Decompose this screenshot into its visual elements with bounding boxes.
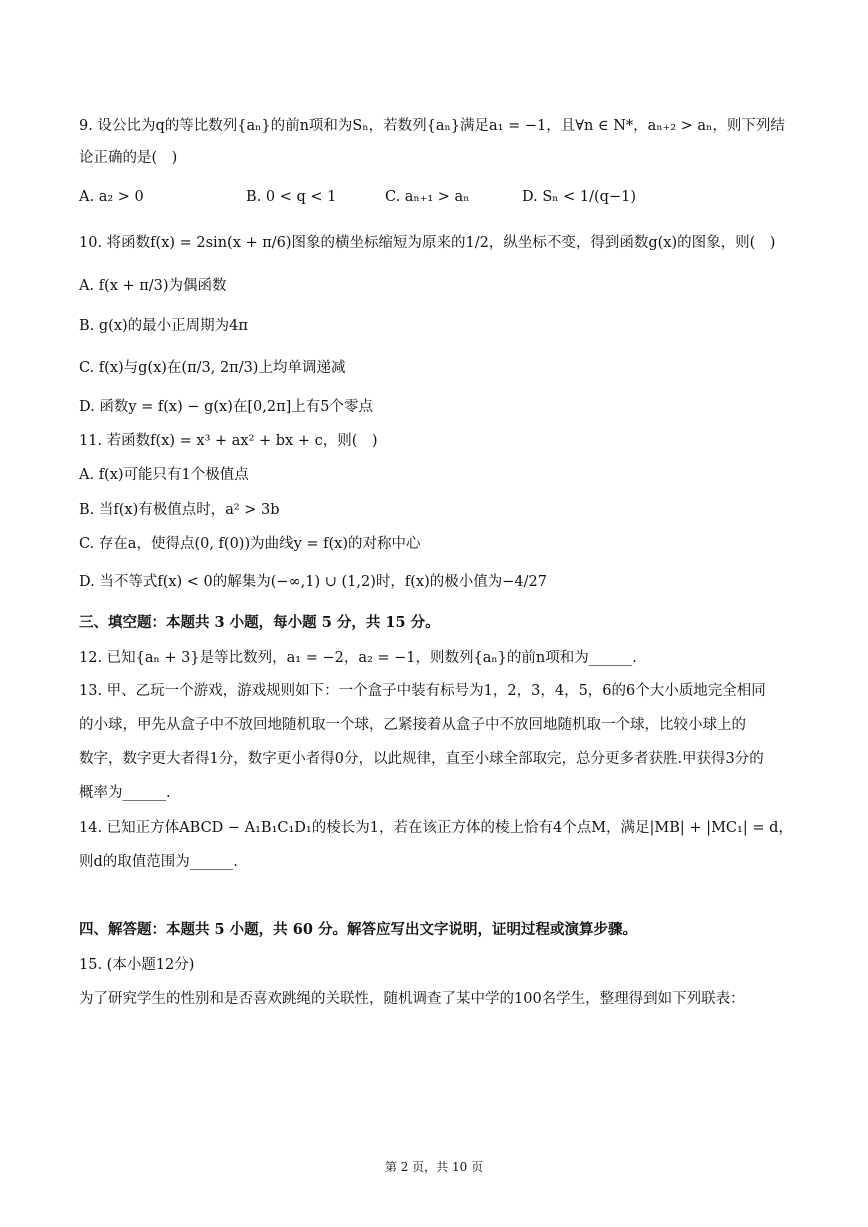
q11-option-a: A. f(x)可能只有1个极值点: [79, 467, 249, 483]
q12-stem: 12. 已知{aₙ + 3}是等比数列，a₁ = −2，a₂ = −1，则数列{aₙ}的前n项和为______.: [79, 650, 637, 666]
q13-line2: 的小球，甲先从盒子中不放回地随机取一个球，乙紧接着从盒子中不放回地随机取一个球，比较小球上的: [79, 717, 746, 733]
q13-line1: 13. 甲、乙玩一个游戏，游戏规则如下：一个盒子中装有标号为1，2，3，4，5，6的6个大小质地完全相同: [79, 683, 766, 699]
q11-stem: 11. 若函数f(x) = x³ + ax² + bx + c，则( ): [79, 433, 378, 449]
section-heading-fill-in: 三、填空题：本题共 3 小题，每小题 5 分，共 15 分。: [79, 614, 440, 631]
q10-option-c: C. f(x)与g(x)在(π/3, 2π/3)上均单调递减: [79, 360, 346, 376]
q15-body: 为了研究学生的性别和是否喜欢跳绳的关联性，随机调查了某中学的100名学生，整理得到如下列联表：: [79, 991, 745, 1007]
q14-line2: 则d的取值范围为______.: [79, 854, 238, 870]
q13-line4: 概率为______.: [79, 785, 171, 801]
q9-line2: 论正确的是( ): [79, 150, 178, 166]
q9-option-c: C. aₙ₊₁ > aₙ: [385, 189, 470, 205]
q11-option-c: C. 存在a，使得点(0, f(0))为曲线y = f(x)的对称中心: [79, 536, 421, 552]
q9-option-b: B. 0 < q < 1: [246, 189, 337, 205]
q11-option-b: B. 当f(x)有极值点时，a² > 3b: [79, 502, 280, 518]
page-footer: 第 2 页，共 10 页: [384, 1160, 484, 1174]
q10-stem: 10. 将函数f(x) = 2sin(x + π/6)图象的横坐标缩短为原来的1/2，纵坐标不变，得到函数g(x)的图象，则( ): [79, 235, 776, 251]
q10-option-d: D. 函数y = f(x) − g(x)在[0,2π]上有5个零点: [79, 399, 374, 415]
q9-option-d: D. Sₙ < 1/(q−1): [522, 189, 636, 205]
q13-line3: 数字，数字更大者得1分，数字更小者得0分，以此规律，直至小球全部取完，总分更多者获胜.甲获得3分的: [79, 751, 764, 767]
q11-option-d: D. 当不等式f(x) < 0的解集为(−∞,1) ∪ (1,2)时，f(x)的极小值为−4/27: [79, 574, 547, 590]
q9-option-a: A. a₂ > 0: [79, 189, 144, 205]
q10-option-b: B. g(x)的最小正周期为4π: [79, 318, 248, 334]
q15-heading: 15. (本小题12分): [79, 957, 195, 973]
q9-line1: 9. 设公比为q的等比数列{aₙ}的前n项和为Sₙ，若数列{aₙ}满足a₁ = −1，且∀n ∈ N*，aₙ₊₂ > aₙ，则下列结: [79, 118, 785, 134]
q10-option-a: A. f(x + π/3)为偶函数: [79, 278, 227, 294]
section-heading-solutions: 四、解答题：本题共 5 小题，共 60 分。解答应写出文字说明，证明过程或演算步骤。: [79, 921, 637, 938]
q14-line1: 14. 已知正方体ABCD − A₁B₁C₁D₁的棱长为1，若在该正方体的棱上恰有4个点M，满足|MB| + |MC₁| = d，: [79, 820, 793, 836]
